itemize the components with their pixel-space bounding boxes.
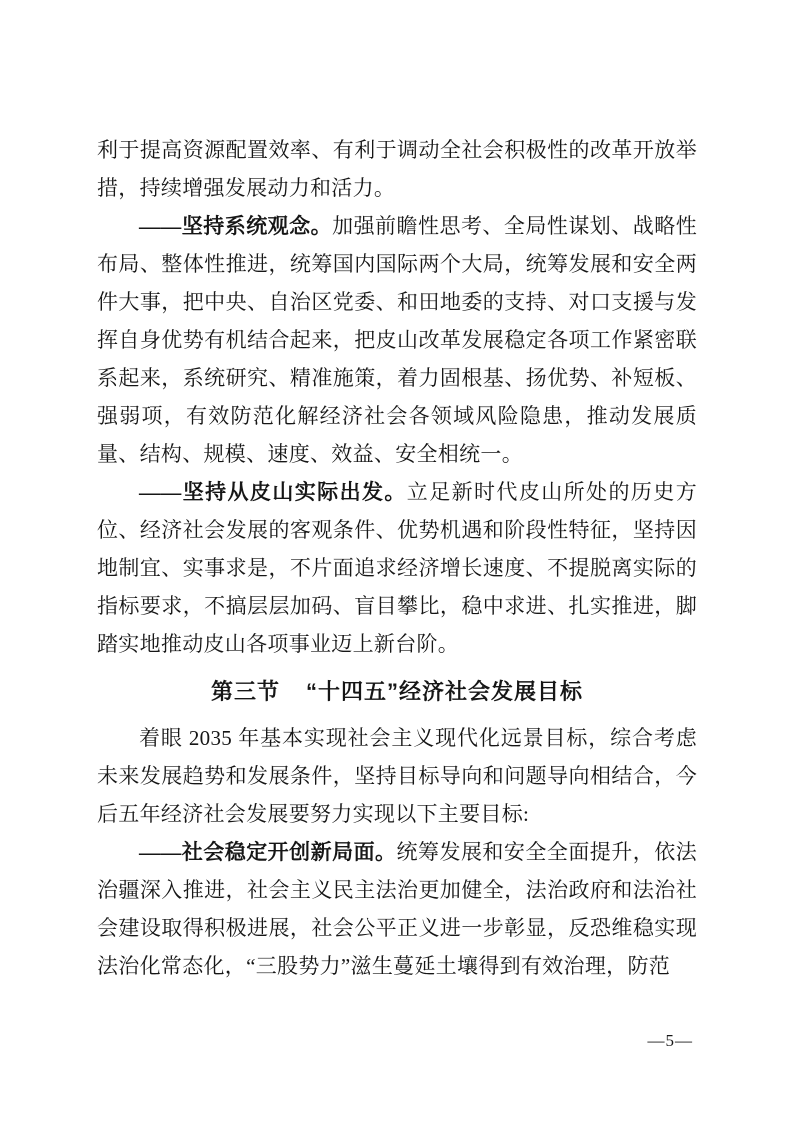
page-body <box>97 131 697 985</box>
paragraph-text: 着眼 2035 年基本实现社会主义现代化远景目标，综合考虑未来发展趋势和发展条件，坚持目标导向和问题导向相结合，今后五年经济社会发展要努力实现以下主要目标: <box>97 726 697 826</box>
paragraph-text: 立足新时代皮山所处的历史方位、经济社会发展的客观条件、优势机遇和阶段性特征，坚持因地制宜、实事求是，不片面追求经济增长速度、不提脱离实际的指标要求，不搞层层加码、盲目攀比，稳中求进、扎实推进，脚踏实地推动皮山各项事业迈上新台阶。 <box>97 480 697 656</box>
paragraph-lead: ——坚持系统观念。 <box>139 214 333 238</box>
page-number: —5— <box>647 1031 693 1050</box>
paragraph-text: 利于提高资源配置效率、有利于调动全社会积极性的改革开放举措，持续增强发展动力和活力。 <box>97 138 697 200</box>
paragraph <box>97 719 697 833</box>
section-heading <box>97 673 697 711</box>
section-label: 第三节 <box>210 679 280 704</box>
paragraph-lead: ——社会稳定开创新局面。 <box>139 840 397 864</box>
paragraph-text: 统筹发展和安全全面提升，依法治疆深入推进，社会主义民主法治更加健全，法治政府和法治社会建设取得积极进展，社会公平正义进一步彰显，反恐维稳实现法治化常态化，“三股势力”滋生蔓延土壤得到有效治理，防范 <box>97 840 697 978</box>
paragraph-text: 加强前瞻性思考、全局性谋划、战略性布局、整体性推进，统筹国内国际两个大局，统筹发展和安全两件大事，把中央、自治区党委、和田地委的支持、对口支援与发挥自身优势有机结合起来，把皮山改革发展稳定各项工作紧密联系起来，系统研究、精准施策，着力固根基、扬优势、补短板、强弱项，有效防范化解经济社会各领域风险隐患，推动发展质量、结构、规模、速度、效益、安全相统一。 <box>97 214 697 466</box>
paragraph <box>97 473 697 663</box>
paragraph <box>97 207 697 473</box>
paragraph <box>97 833 697 985</box>
section-title: “十四五”经济社会发展目标 <box>306 679 584 704</box>
paragraph-lead: ——坚持从皮山实际出发。 <box>139 480 407 504</box>
paragraph-continuation <box>97 131 697 207</box>
